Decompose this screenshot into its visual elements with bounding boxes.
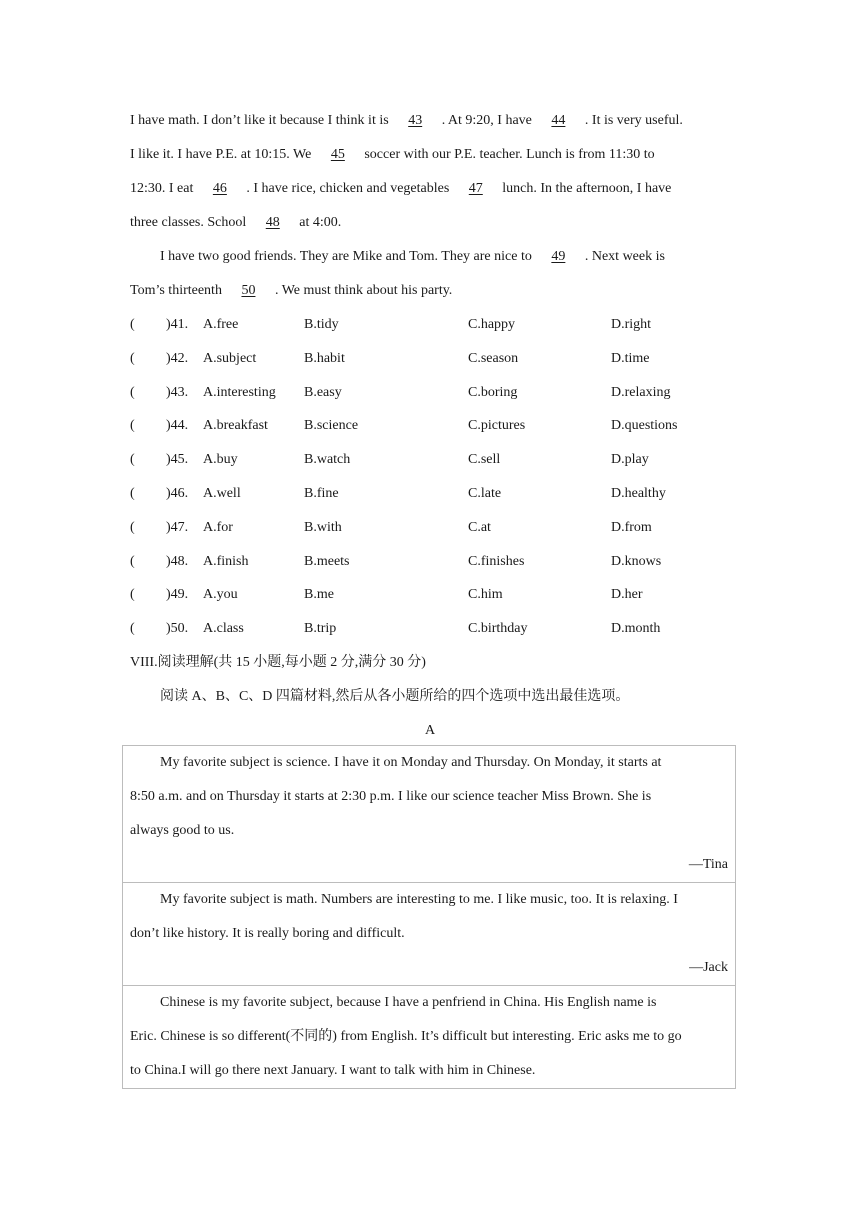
blank-number: 47: [468, 181, 483, 196]
option-a: A.finish: [203, 553, 249, 569]
options-list: [130, 308, 730, 646]
passage-label: A: [424, 722, 436, 738]
option-b: B.watch: [304, 452, 351, 468]
option-d: D.month: [611, 621, 661, 637]
option-b: B.trip: [304, 621, 337, 637]
passage-text: . I have rice, chicken and vegetables: [246, 181, 453, 196]
option-c: C.season: [468, 350, 519, 366]
passage-line: [130, 138, 730, 172]
question-number: )43.: [166, 384, 189, 400]
option-b: B.habit: [304, 350, 345, 366]
section-title: VIII.阅读理解(共 15 小题,每小题 2 分,满分 30 分): [130, 654, 426, 670]
question-number: )47.: [166, 519, 189, 535]
passage-line: [130, 274, 730, 308]
reading-line: Eric. Chinese is so different(不同的) from English. It’s difficult but interesting. Eric asks me to go: [130, 1029, 682, 1044]
passage-text: I have two good friends. They are Mike and Tom. They are nice to: [160, 249, 536, 264]
option-c: C.pictures: [468, 418, 526, 434]
reading-line: don’t like history. It is really boring and difficult.: [130, 926, 405, 941]
option-c: C.boring: [468, 384, 518, 400]
option-a: A.subject: [203, 350, 257, 366]
passage-text: 12:30. I eat: [130, 181, 197, 196]
option-b: B.with: [304, 519, 342, 535]
passage-line: [130, 206, 730, 240]
reading-line: Chinese is my favorite subject, because I have a penfriend in China. His English name is: [160, 995, 657, 1010]
option-a: A.breakfast: [203, 418, 268, 434]
option-d: D.play: [611, 452, 649, 468]
blank-number: 50: [241, 283, 256, 298]
option-a: A.free: [203, 317, 239, 332]
option-row: [130, 342, 730, 376]
reading-cell: [123, 746, 735, 883]
option-b: B.science: [304, 418, 359, 434]
reading-line: 8:50 a.m. and on Thursday it starts at 2:30 p.m. I like our science teacher Miss Brown. She is: [130, 789, 652, 804]
answer-bracket[interactable]: (: [130, 621, 135, 637]
option-a: A.you: [203, 587, 238, 603]
question-number: )48.: [166, 553, 189, 569]
passage-line: [130, 240, 730, 274]
reading-signature: —Jack: [689, 960, 728, 975]
option-row: [130, 545, 730, 579]
passage-line: [130, 104, 730, 138]
passage-text: I like it. I have P.E. at 10:15. We: [130, 147, 315, 162]
passage-text: . We must think about his party.: [274, 283, 453, 298]
option-c: C.him: [468, 587, 503, 603]
option-b: B.fine: [304, 485, 339, 501]
passage-text: Tom’s thirteenth: [130, 283, 226, 298]
option-d: D.time: [611, 350, 650, 366]
passage-text: lunch. In the afternoon, I have: [502, 181, 672, 196]
question-number: )50.: [166, 621, 189, 637]
option-row: [130, 443, 730, 477]
answer-bracket[interactable]: (: [130, 418, 135, 434]
option-row: [130, 511, 730, 545]
option-d: D.from: [611, 519, 652, 535]
reading-line: My favorite subject is math. Numbers are interesting to me. I like music, too. It is relaxing. I: [160, 892, 678, 907]
passage-text: three classes. School: [130, 215, 250, 230]
question-number: )41.: [166, 317, 189, 332]
answer-bracket[interactable]: (: [130, 350, 135, 366]
reading-line: always good to us.: [130, 823, 235, 838]
cloze-passage: [130, 104, 730, 748]
option-c: C.at: [468, 519, 491, 535]
answer-bracket[interactable]: (: [130, 519, 135, 535]
reading-cell: [123, 986, 735, 1088]
option-d: D.healthy: [611, 485, 666, 501]
option-a: A.interesting: [203, 384, 276, 400]
option-d: D.right: [611, 317, 652, 332]
question-number: )45.: [166, 452, 189, 468]
reading-a-table: [122, 745, 736, 1089]
option-b: B.easy: [304, 384, 342, 400]
option-a: A.well: [203, 485, 241, 501]
option-d: D.her: [611, 587, 643, 603]
reading-cell: [123, 883, 735, 986]
option-c: C.finishes: [468, 553, 525, 569]
option-a: A.class: [203, 621, 244, 637]
blank-number: 48: [265, 215, 280, 230]
question-number: )49.: [166, 587, 189, 603]
option-b: B.meets: [304, 553, 350, 569]
question-number: )46.: [166, 485, 189, 501]
question-number: )44.: [166, 418, 189, 434]
blank-number: 46: [212, 181, 227, 196]
passage-text: . It is very useful.: [584, 113, 683, 128]
option-c: C.sell: [468, 452, 501, 468]
answer-bracket[interactable]: (: [130, 384, 135, 400]
reading-line: to China.I will go there next January. I want to talk with him in Chinese.: [130, 1063, 536, 1078]
option-c: C.birthday: [468, 621, 528, 637]
option-b: B.tidy: [304, 317, 339, 332]
answer-bracket[interactable]: (: [130, 317, 135, 332]
option-row: [130, 409, 730, 443]
option-b: B.me: [304, 587, 334, 603]
option-row: [130, 578, 730, 612]
answer-bracket[interactable]: (: [130, 485, 135, 501]
option-d: D.relaxing: [611, 384, 671, 400]
blank-number: 44: [551, 113, 566, 128]
answer-bracket[interactable]: (: [130, 587, 135, 603]
option-d: D.knows: [611, 553, 662, 569]
option-c: C.happy: [468, 317, 516, 332]
reading-line: My favorite subject is science. I have it on Monday and Thursday. On Monday, it starts at: [160, 755, 662, 770]
answer-bracket[interactable]: (: [130, 553, 135, 569]
passage-line: [130, 172, 730, 206]
option-row: [130, 477, 730, 511]
option-row: [130, 308, 730, 342]
option-a: A.buy: [203, 452, 238, 468]
passage-text: I have math. I don’t like it because I think it is: [130, 113, 393, 128]
passage-text: at 4:00.: [299, 215, 342, 230]
option-row: [130, 376, 730, 410]
reading-signature: —Tina: [688, 857, 728, 872]
option-a: A.for: [203, 519, 233, 535]
passage-text: . Next week is: [584, 249, 665, 264]
section-instruction: 阅读 A、B、C、D 四篇材料,然后从各小题所给的四个选项中选出最佳选项。: [160, 688, 630, 704]
question-number: )42.: [166, 350, 189, 366]
answer-bracket[interactable]: (: [130, 452, 135, 468]
blank-number: 45: [330, 147, 345, 162]
option-c: C.late: [468, 485, 502, 501]
blank-number: 49: [551, 249, 566, 264]
passage-text: . At 9:20, I have: [441, 113, 536, 128]
blank-number: 43: [408, 113, 423, 128]
passage-text: soccer with our P.E. teacher. Lunch is from 11:30 to: [364, 147, 655, 162]
option-row: [130, 612, 730, 646]
option-d: D.questions: [611, 418, 678, 434]
